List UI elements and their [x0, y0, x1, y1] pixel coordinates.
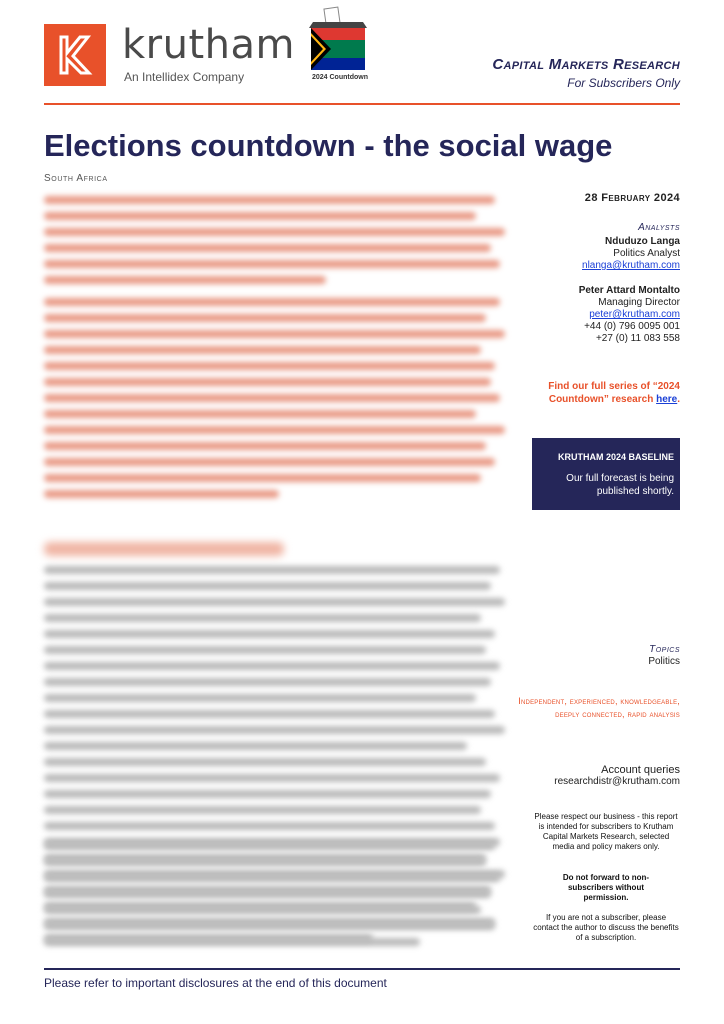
- brand-name: krutham: [122, 22, 295, 68]
- section-heading-blurred: [44, 542, 284, 556]
- analyst-card-montalto: [579, 285, 680, 345]
- disclosure-note: Please refer to important disclosures at the end of this document: [44, 976, 387, 990]
- non-subscriber-notice: If you are not a subscriber, please contact the author to discuss the benefits of a subscription.: [533, 913, 679, 942]
- series-promo: [530, 380, 680, 406]
- tagline-line-2: deeply connected, rapid analysis: [555, 709, 680, 719]
- analyst-card-langa: [582, 236, 680, 272]
- report-type: Capital Markets Research: [492, 56, 680, 73]
- krutham-logo: [44, 24, 106, 86]
- tagline-line-1: Independent, experienced, knowledgeable,: [518, 696, 680, 706]
- analyst-role: Managing Director: [598, 297, 680, 308]
- forward-warning: Do not forward to non-subscribers without permission.: [562, 873, 650, 902]
- region-label: South Africa: [44, 173, 108, 184]
- topics-value: Politics: [648, 656, 680, 667]
- body-paragraph-blurred: [44, 298, 514, 506]
- series-promo-text: Find our full series of “2024 Countdown” research: [548, 381, 680, 405]
- ballot-box-flag-icon: [303, 6, 373, 84]
- k-logo-icon: [53, 33, 97, 77]
- baseline-text: Our full forecast is being published shortly.: [566, 473, 674, 497]
- analysts-heading: Analysts: [638, 222, 680, 233]
- series-period: .: [677, 394, 680, 405]
- baseline-panel: [532, 438, 680, 510]
- audience-note: For Subscribers Only: [567, 76, 680, 90]
- analyst-email-link[interactable]: peter@krutham.com: [589, 309, 680, 320]
- tagline: [500, 695, 680, 721]
- report-date: 28 February 2024: [584, 192, 680, 204]
- analyst-phone-uk: +44 (0) 796 0095 001: [584, 321, 680, 332]
- section-paragraph-2-blurred: [44, 842, 514, 954]
- page-title: Elections countdown - the social wage: [44, 128, 613, 163]
- analyst-phone-za: +27 (0) 11 083 558: [595, 333, 680, 344]
- analyst-role: Politics Analyst: [613, 248, 680, 259]
- analyst-email-link[interactable]: nlanga@krutham.com: [582, 260, 680, 271]
- analyst-name: Nduduzo Langa: [605, 236, 680, 247]
- summary-paragraph-blurred: [44, 196, 514, 292]
- analyst-name: Peter Attard Montalto: [578, 285, 680, 296]
- series-link[interactable]: here: [656, 394, 678, 405]
- topics-heading: Topics: [649, 644, 680, 655]
- baseline-title: KRUTHAM 2024 BASELINE: [557, 452, 674, 462]
- footer-divider: [44, 968, 680, 970]
- account-queries-email[interactable]: researchdistr@krutham.com: [554, 776, 680, 787]
- subscriber-notice: Please respect our business - this report is intended for subscribers to Krutham Capital Markets Research, selected media and policy makers only.: [534, 812, 678, 851]
- countdown-caption: 2024 Countdown: [311, 74, 368, 81]
- header-divider: [44, 103, 680, 105]
- account-queries-heading: Account queries: [601, 764, 680, 776]
- brand-subtitle: An Intellidex Company: [124, 70, 245, 84]
